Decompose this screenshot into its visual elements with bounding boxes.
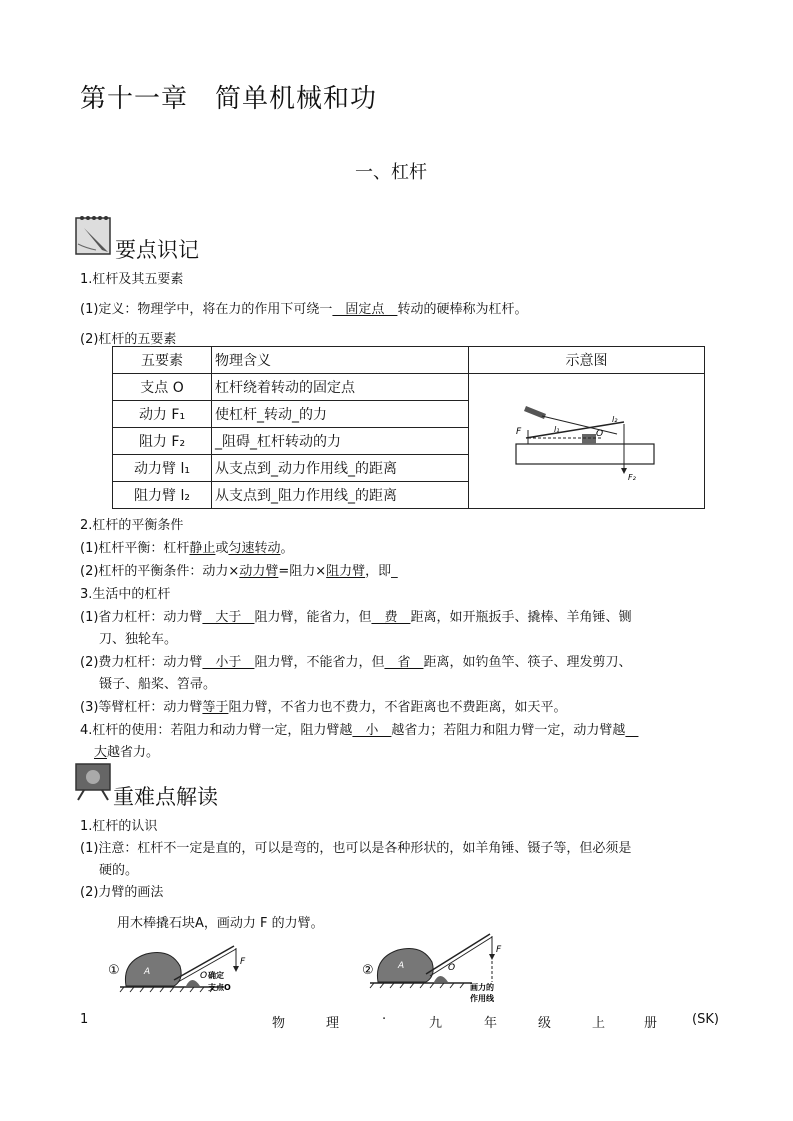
- definition-line: (1)定义：物理学中，将在力的作用下可绕一 固定点 转动的硬棒称为杠杆。: [80, 302, 528, 317]
- footer-char: 理: [326, 1016, 340, 1031]
- table-cell: 动力臂 l₁: [113, 455, 212, 482]
- chapter-title: 第十一章 简单机械和功: [80, 84, 378, 114]
- life-line-2: (2)费力杠杆：动力臂 小于 阻力臂，不能省力，但 省 距离，如钓鱼竿、筷子、理发剪刀、: [80, 655, 632, 670]
- footer-char: 上: [592, 1016, 606, 1031]
- difficult-heading-1: 1.杠杆的认识: [80, 819, 158, 834]
- notepad-icon: [74, 214, 114, 260]
- footer-char: 年: [484, 1016, 498, 1031]
- table-cell: _阻碍_杠杆转动的力: [212, 428, 469, 455]
- caption-line-2: 作用线: [470, 994, 494, 1003]
- table-cell: 支点 O: [113, 374, 212, 401]
- difficult-heading-2: (2)力臂的画法: [80, 885, 164, 900]
- label-o: O: [200, 971, 208, 981]
- life-line-1: (1)省力杠杆：动力臂 大于 阻力臂，能省力，但 费 距离，如开瓶扳手、撬棒、羊角锤、铡: [80, 610, 632, 625]
- figure-2-lever: [360, 928, 520, 1004]
- caption-line-1: 画力的: [470, 983, 494, 992]
- note-line: (1)注意：杠杆不一定是直的，可以是弯的，也可以是各种形状的，如羊角锤、镊子等，但必须是: [80, 841, 632, 856]
- balance-heading: 2.杠杆的平衡条件: [80, 518, 184, 533]
- table-cell: 从支点到_阻力作用线_的距离: [212, 482, 469, 509]
- use-line: 4.杠杆的使用：若阻力和动力臂一定，阻力臂越 小 越省力；若阻力和阻力臂一定，动力臂越: [80, 723, 626, 738]
- table-cell: 使杠杆_转动_的力: [212, 401, 469, 428]
- label-l1: l₁: [553, 425, 559, 434]
- edition-label: (SK): [692, 1012, 719, 1027]
- label-f2: F₂: [627, 473, 636, 482]
- section-title: 一、杠杆: [355, 162, 427, 183]
- life-line-3: (3)等臂杠杆：动力臂等于阻力臂，不省力也不费力，不省距离也不费距离，如天平。: [80, 700, 567, 715]
- table-cell: 动力 F₁: [113, 401, 212, 428]
- figure-number: ②: [362, 963, 374, 978]
- table-header: 示意图: [469, 347, 705, 374]
- figure-1-lever: [104, 940, 254, 1000]
- label-f: F: [240, 957, 246, 967]
- label-f: F: [496, 945, 502, 955]
- lever-diagram: [512, 394, 662, 484]
- footer-char: ·: [382, 1012, 387, 1027]
- label-a: A: [144, 967, 151, 977]
- table-header: 物理含义: [212, 347, 469, 374]
- page-number: 1: [80, 1012, 89, 1027]
- table-cell: 阻力 F₂: [113, 428, 212, 455]
- five-elements-table: [112, 346, 705, 509]
- caption-line-2: 支点O: [208, 983, 231, 992]
- key-points-header: 要点识记: [115, 238, 199, 262]
- use-line-b: 大越省力。: [94, 745, 160, 760]
- footer-char: 九: [429, 1016, 443, 1031]
- lever-diagram-cell: [469, 374, 705, 509]
- label-l2: l₂: [611, 415, 617, 424]
- label-a: A: [398, 961, 405, 971]
- difficult-points-header: 重难点解读: [113, 785, 218, 809]
- table-cell: 阻力臂 l₂: [113, 482, 212, 509]
- table-header: 五要素: [113, 347, 212, 374]
- footer-char: 物: [272, 1016, 286, 1031]
- key-point-heading-2: (2)杠杆的五要素: [80, 332, 177, 347]
- life-line-1b: 刀、独轮车。: [99, 632, 178, 647]
- table-cell: 从支点到_动力作用线_的距离: [212, 455, 469, 482]
- label-o: O: [448, 963, 456, 973]
- figure-number: ①: [108, 963, 120, 978]
- example-text: 用木棒撬石块A，画动力 F 的力臂。: [117, 916, 324, 931]
- key-point-heading-1: 1.杠杆及其五要素: [80, 272, 184, 287]
- life-line-2b: 镊子、船桨、笤帚。: [99, 677, 217, 692]
- label-f1: F: [515, 427, 521, 437]
- caption-line-1: 确定: [208, 971, 224, 980]
- footer-char: 级: [538, 1016, 552, 1031]
- footer-char: 册: [644, 1016, 658, 1031]
- blackboard-icon: [74, 760, 114, 806]
- table-cell: 杠杆绕着转动的固定点: [212, 374, 469, 401]
- balance-line-2: (2)杠杆的平衡条件：动力×动力臂=阻力×阻力臂，即_: [80, 564, 398, 579]
- note-line-b: 硬的。: [99, 863, 139, 878]
- balance-line-1: (1)杠杆平衡：杠杆静止或匀速转动。: [80, 541, 294, 556]
- label-o: O: [595, 429, 603, 439]
- life-heading: 3.生活中的杠杆: [80, 587, 171, 602]
